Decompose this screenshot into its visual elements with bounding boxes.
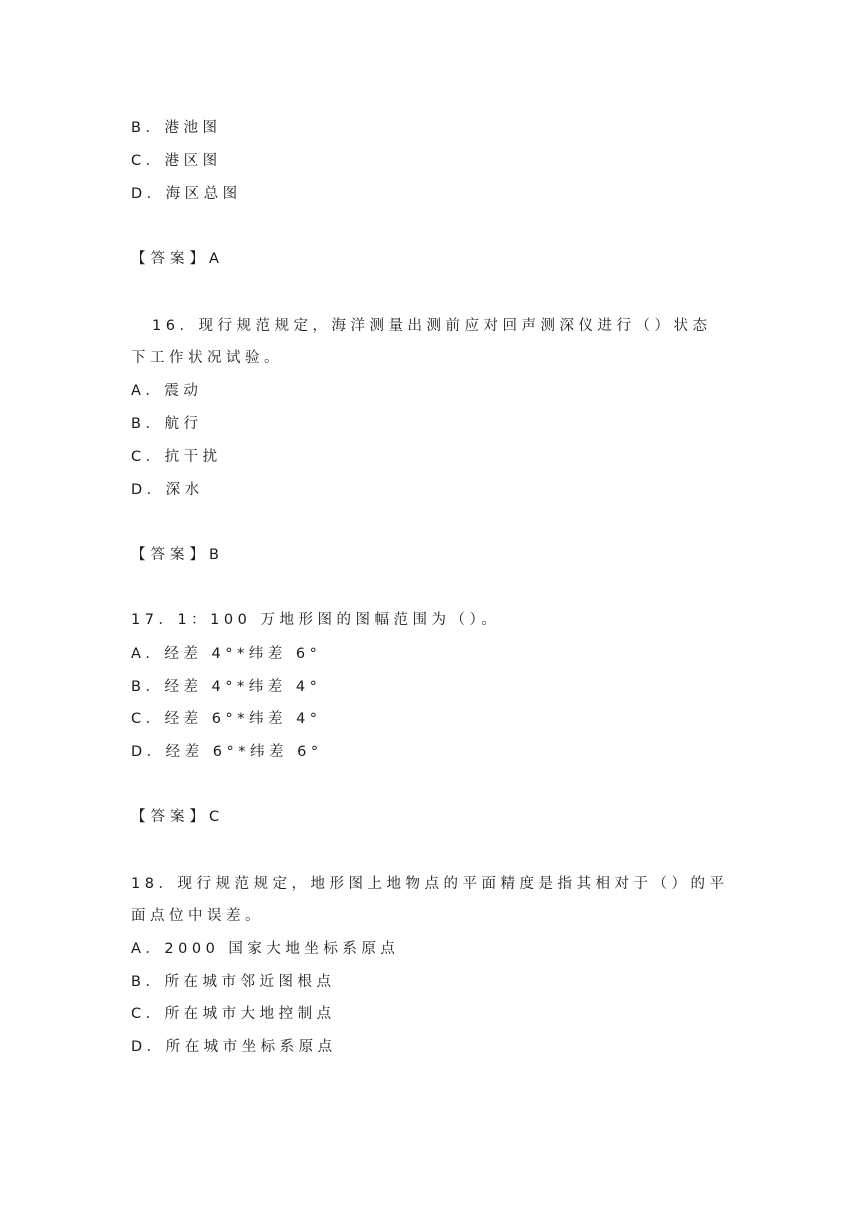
- q16-option-c: C．抗干扰: [131, 449, 222, 465]
- q15-option-d: D．海区总图: [131, 186, 242, 202]
- q17-option-b: B．经差 4°*纬差 4°: [131, 679, 322, 695]
- q16-stem-line2: 下工作状况试验。: [131, 350, 283, 366]
- q18-option-b: B．所在城市邻近图根点: [131, 974, 336, 990]
- q16-option-b: B．航行: [131, 416, 203, 432]
- q16-option-d: D．深水: [131, 482, 204, 498]
- q16-option-a: A．震动: [131, 383, 203, 399]
- q17-stem: 17．1：100 万地形图的图幅范围为（）。: [131, 612, 501, 628]
- q18-option-d: D．所在城市坐标系原点: [131, 1039, 337, 1055]
- q15-answer: 【答案】A: [131, 251, 224, 267]
- q18-stem-line1: 18．现行规范规定，地形图上地物点的平面精度是指其相对于（）的平: [131, 876, 729, 892]
- q15-option-b: B．港池图: [131, 120, 222, 136]
- q16-stem-line1: 16．现行规范规定，海洋测量出测前应对回声测深仪进行（）状态: [152, 318, 712, 334]
- q16-answer: 【答案】B: [131, 547, 224, 563]
- q18-option-c: C．所在城市大地控制点: [131, 1006, 336, 1022]
- q15-option-c: C．港区图: [131, 153, 222, 169]
- q18-stem-line2: 面点位中误差。: [131, 908, 264, 924]
- q18-option-a: A．2000 国家大地坐标系原点: [131, 941, 400, 957]
- q17-option-d: D．经差 6°*纬差 6°: [131, 744, 323, 760]
- q17-option-c: C．经差 6°*纬差 4°: [131, 711, 322, 727]
- q17-answer: 【答案】C: [131, 809, 225, 825]
- q17-option-a: A．经差 4°*纬差 6°: [131, 646, 322, 662]
